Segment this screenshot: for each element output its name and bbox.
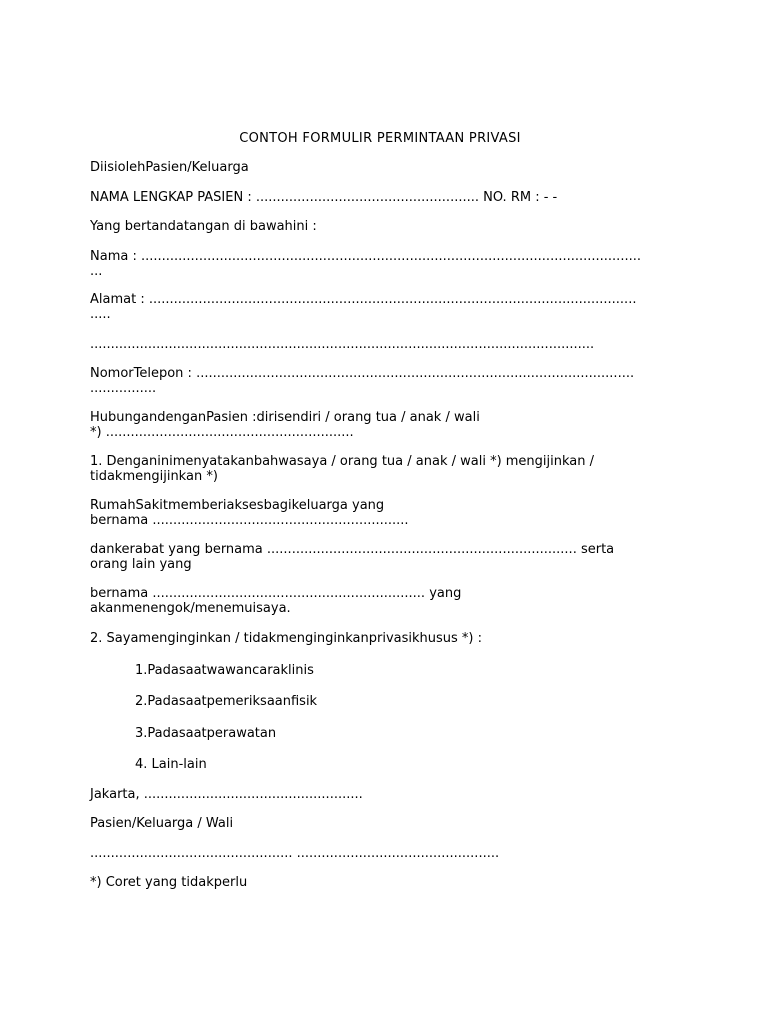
- hospital-access-line-1: RumahSakitmemberiaksesbagikeluarga yang: [90, 498, 385, 513]
- hospital-access-line-2: bernama ..............................................................: [90, 513, 409, 528]
- name-field-line-2: ...: [90, 264, 103, 279]
- privacy-option-4: 4. Lain-lain: [135, 757, 207, 772]
- phone-field-line-1: NomorTelepon : ..........................................................................................................: [90, 366, 635, 381]
- privacy-option-1: 1.Padasaatwawancaraklinis: [135, 663, 314, 678]
- visitors-line-2: akanmenengok/menemuisaya.: [90, 601, 291, 616]
- address-field-line-2: .....: [90, 307, 111, 322]
- name-field-line-1: Nama : .........................................................................................................................: [90, 249, 641, 264]
- address-field-line-3: ..........................................................................................................................: [90, 337, 595, 352]
- patient-name-field: NAMA LENGKAP PASIEN : ...................................................... NO. RM : - -: [90, 190, 558, 205]
- relation-field-line-2: *) ............................................................: [90, 425, 354, 440]
- visitors-line-1: bernama .................................................................. yang: [90, 586, 462, 601]
- privacy-option-3: 3.Padasaatperawatan: [135, 726, 277, 741]
- relatives-line-1: dankerabat yang bernama ........................................................................... serta: [90, 542, 615, 557]
- undersigned-label: Yang bertandatangan di bawahini :: [90, 219, 317, 234]
- form-title: CONTOH FORMULIR PERMINTAAN PRIVASI: [239, 131, 521, 146]
- relatives-line-2: orang lain yang: [90, 557, 192, 572]
- signature-lines: ................................................. .................................................: [90, 846, 500, 861]
- phone-field-line-2: ................: [90, 381, 157, 396]
- address-field-line-1: Alamat : ......................................................................................................................: [90, 292, 637, 307]
- privacy-option-2: 2.Padasaatpemeriksaanfisik: [135, 694, 318, 709]
- statement-2: 2. Sayamenginginkan / tidakmenginginkanprivasikhusus *) :: [90, 631, 482, 646]
- place-date-field: Jakarta, .....................................................: [90, 787, 363, 802]
- filled-by-label: DiisiolehPasien/Keluarga: [90, 160, 249, 175]
- statement-1-line-1: 1. Denganinimenyatakanbahwasaya / orang tua / anak / wali *) mengijinkan /: [90, 454, 595, 469]
- relation-field-line-1: HubungandenganPasien :dirisendiri / orang tua / anak / wali: [90, 410, 480, 425]
- footnote: *) Coret yang tidakperlu: [90, 875, 248, 890]
- statement-1-line-2: tidakmengijinkan *): [90, 469, 218, 484]
- signatories-label: Pasien/Keluarga / Wali: [90, 816, 234, 831]
